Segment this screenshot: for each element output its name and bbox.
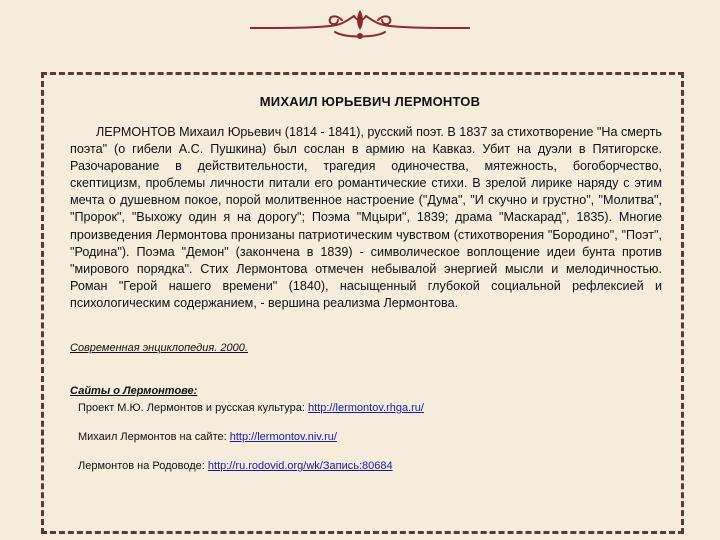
site-item-rhga bbox=[78, 402, 424, 414]
site-link-rodovid[interactable]: http://ru.rodovid.org/wk/Запись:80684 bbox=[207, 460, 393, 472]
site-label: Проект М.Ю. Лермонтов и русская культура: bbox=[78, 402, 309, 414]
article-title: МИХАИЛ ЮРЬЕВИЧ ЛЕРМОНТОВ bbox=[259, 94, 481, 109]
site-item-niv bbox=[78, 431, 337, 443]
sites-heading: Сайты о Лермонтове: bbox=[70, 385, 198, 397]
site-link-niv[interactable]: http://lermontov.niv.ru/ bbox=[229, 431, 337, 443]
site-item-rodovid bbox=[78, 460, 393, 472]
source-citation[interactable] bbox=[70, 342, 248, 354]
decorative-scroll-ornament-icon bbox=[250, 6, 470, 46]
source-name[interactable]: Современная энциклопедия bbox=[70, 342, 215, 354]
source-year[interactable]: 2000 bbox=[220, 342, 245, 354]
source-separator: . bbox=[214, 342, 221, 354]
site-label: Михаил Лермонтов на сайте: bbox=[78, 431, 230, 443]
article-body: ЛЕРМОНТОВ Михаил Юрьевич (1814 - 1841), русский поэт. В 1837 за стихотворение "На смерть поэта" (о гибели А.С. Пушкина) был сослан в армию на Кавказ. Убит на дуэли в Пятигорске. Разочарование в действительности, трагедия одиночества, мятежность, богоборчество, скептицизм, проблемы личности питали его романтические стихи. В зрелой лирике наряду с этим мечта о душевном покое, порой молитвенное настроение ("Дума", "И скучно и грустно", "Молитва", "Пророк", "Выхожу один я на дорогу"; Поэма "Мцыри", 1839; драма "Маскарад", 1835). Многие произведения Лермонтова пронизаны патриотическим чувством (стихотворения "Бородино", "Поэт", "Родина"). Поэма "Демон" (закончена в 1839) - символическое воплощение идеи бунта против "мирового порядка". Стих Лермонтова отмечен небывалой энергией мысли и мелодичностью. Роман "Герой нашего времени" (1840), насыщенный глубокой социальной рефлексией и психологическим содержанием, - вершина реализма Лермонтова. bbox=[70, 125, 662, 310]
site-label: Лермонтов на Родоводе: bbox=[78, 460, 208, 472]
site-link-rhga[interactable]: http://lermontov.rhga.ru/ bbox=[308, 402, 424, 414]
source-end: . bbox=[244, 342, 248, 354]
